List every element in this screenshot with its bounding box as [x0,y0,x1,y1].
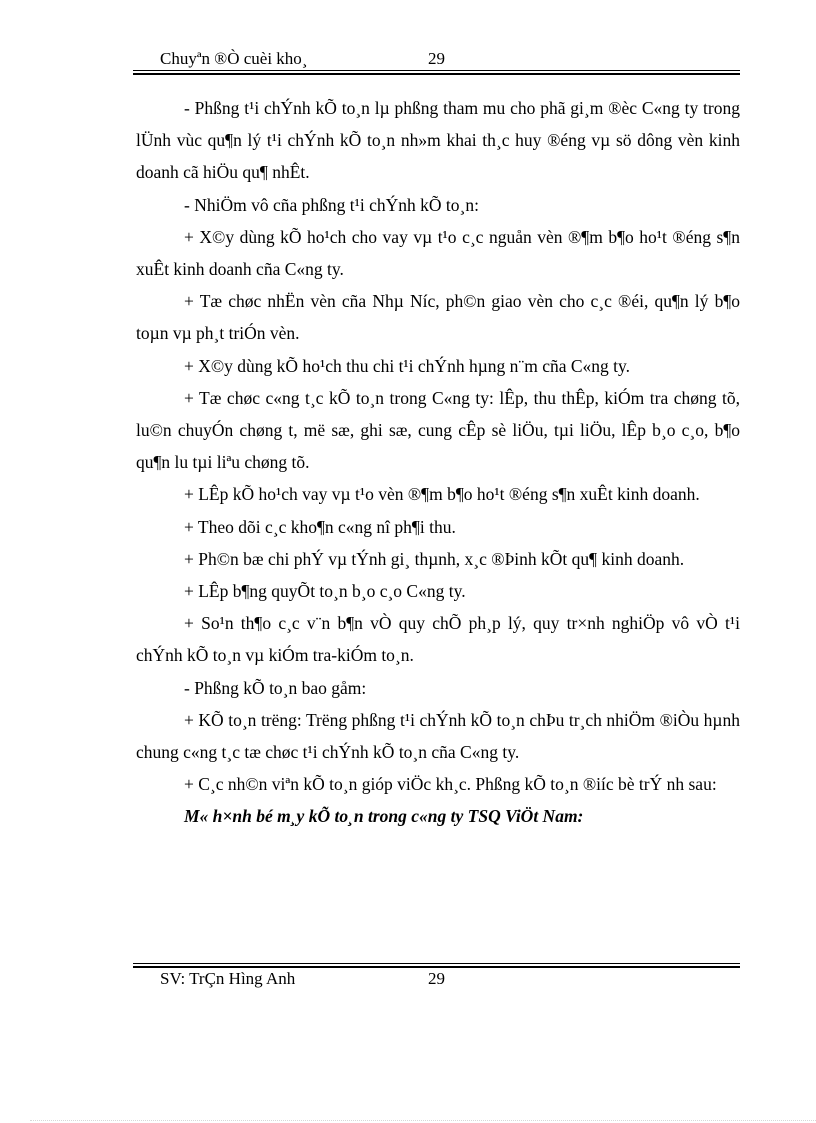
page-footer [160,968,445,990]
footer-author: SV: TrÇn Hìng Anh [160,969,296,988]
page-edge-divider [30,1120,816,1121]
paragraph: + Tæ chøc c«ng t¸c kÕ to¸n trong C«ng ty: lÊp, thu thÊp, kiÓm tra chøng tõ, lu©n chuyÓn chøng t, më sæ, ghi sæ, cung cÊp sè liÖu, tµi liÖu, lÊp b¸o c¸o, b¶o qu¶n lu tµi liªu chøng tõ. [136,387,740,473]
document-body [136,92,740,833]
paragraph: + Ph©n bæ chi phÝ vµ tÝnh gi¸ thµnh, x¸c ®Þinh kÕt qu¶ kinh doanh. [184,548,685,569]
paragraph: + LÊp kÕ ho¹ch vay vµ t¹o vèn ®¶m b¶o ho¹t ®éng s¶n xuÊt kinh doanh. [184,484,700,505]
paragraph: - Phßng t¹i chÝnh kÕ to¸n lµ phßng tham mu cho phã gi¸m ®èc C«ng ty trong lÜnh vùc qu¶n lý t¹i chÝnh kÕ to¸n nh»m khai th¸c huy ®éng vµ sö dông vèn kinh doanh cã hiÖu qu¶ nhÊt. [136,98,740,183]
paragraph: + X©y dùng kÕ ho¹ch thu chi t¹i chÝnh hµng n¨m cña C«ng ty. [184,355,631,376]
paragraph: + Tæ chøc nhËn vèn cña Nhµ Níc, ph©n giao vèn cho c¸c ®éi, qu¶n lý b¶o toµn vµ ph¸t triÓn vèn. [136,291,740,344]
header-page-number: 29 [428,49,445,68]
footer-rule-thin [133,963,740,964]
footer-page-number: 29 [428,969,445,988]
paragraph: + X©y dùng kÕ ho¹ch cho vay vµ t¹o c¸c nguån vèn ®¶m b¶o ho¹t ®éng s¶n xuÊt kinh doanh cña C«ng ty. [136,226,740,280]
paragraph: + LÊp b¶ng quyÕt to¸n b¸o c¸o C«ng ty. [184,581,466,602]
paragraph: + So¹n th¶o c¸c v¨n b¶n vÒ quy chÕ ph¸p lý, quy tr×nh nghiÖp vô vÒ t¹i chÝnh kÕ to¸n vµ kiÓm tra-kiÓm to¸n. [136,613,740,666]
paragraph: + KÕ to¸n trëng: Trëng phßng t¹i chÝnh kÕ to¸n chÞu tr¸ch nhiÖm ®iÒu hµnh chung c«ng t¸c tæ chøc t¹i chÝnh kÕ to¸n cña C«ng ty. [136,709,740,763]
header-title: Chuyªn ®Ò cuèi kho¸ [160,49,308,68]
page-header [160,48,445,70]
paragraph: + Theo dõi c¸c kho¶n c«ng nî ph¶i thu. [184,516,456,537]
header-rule-thin [133,70,740,71]
paragraph: - NhiÖm vô cña phßng t¹i chÝnh kÕ to¸n: [184,194,479,215]
header-rule-thick [133,73,740,75]
paragraph: - Phßng kÕ to¸n bao gåm: [184,677,367,698]
figure-caption: M« h×nh bé m¸y kÕ to¸n trong c«ng ty TSQ ViÖt Nam: [184,806,584,827]
paragraph: + C¸c nh©n viªn kÕ to¸n gióp viÖc kh¸c. Phßng kÕ to¸n ®iíc bè trÝ nh sau: [184,774,717,795]
